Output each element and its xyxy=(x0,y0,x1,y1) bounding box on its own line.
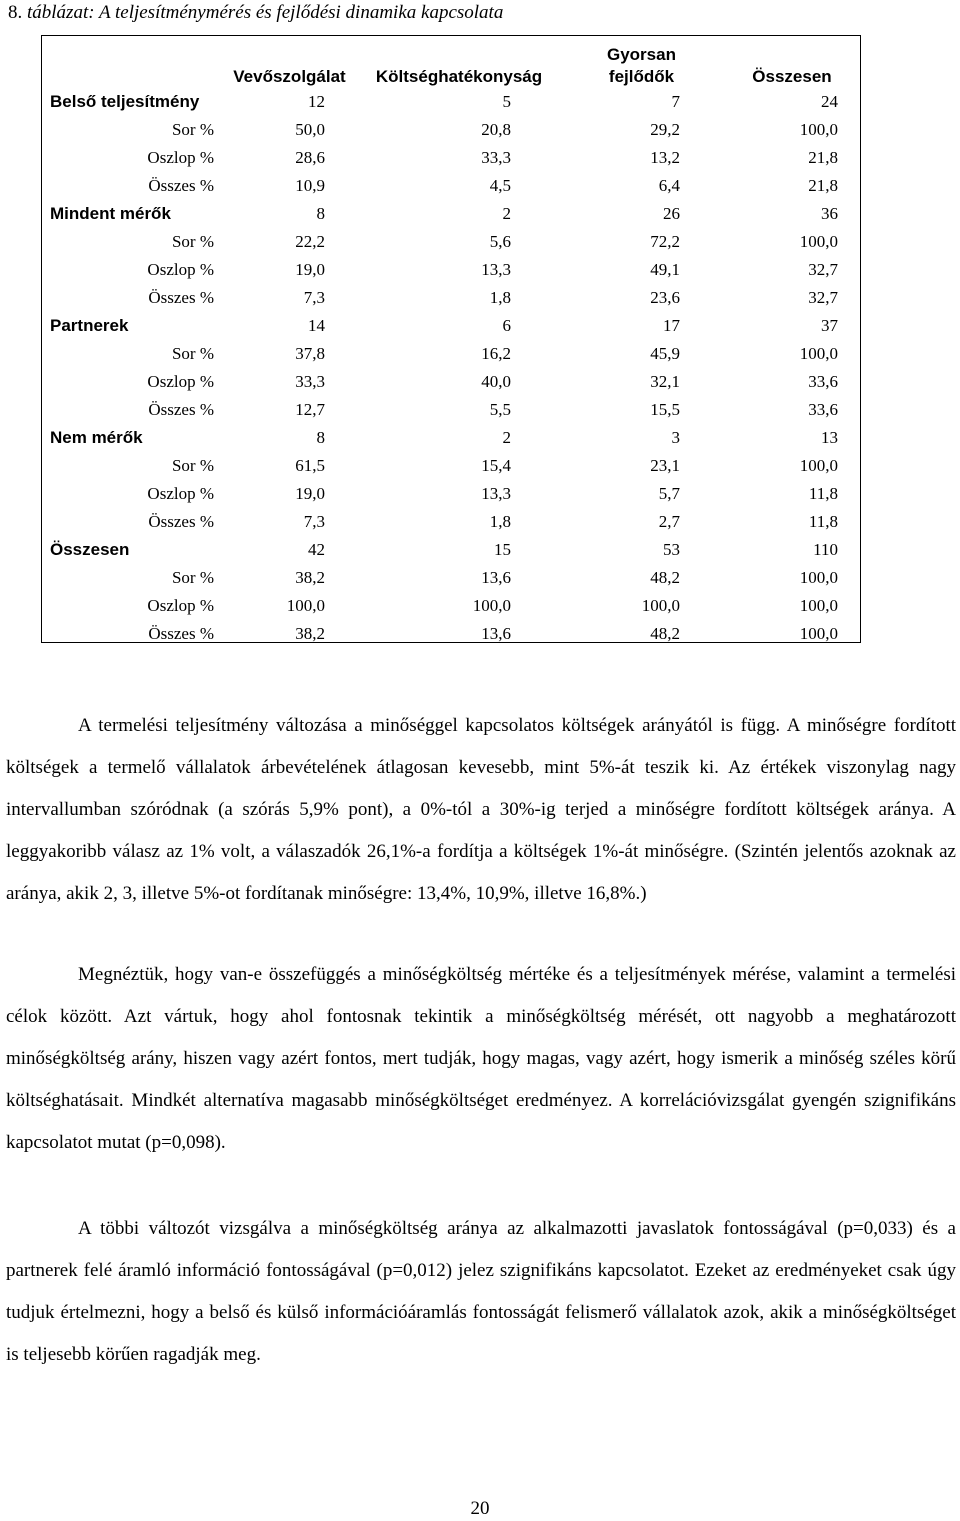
table-cell: 20,8 xyxy=(481,120,511,139)
table-cell: 33,6 xyxy=(808,400,838,419)
table-body xyxy=(42,88,860,648)
paragraph xyxy=(6,1208,956,1376)
table-group-row xyxy=(42,536,860,564)
table-cell: 1,8 xyxy=(489,512,511,531)
table-cell: 100,0 xyxy=(641,596,680,615)
column-header-line: Gyorsan xyxy=(607,45,676,64)
table-cell: 6,4 xyxy=(658,176,680,195)
table-cell: 100,0 xyxy=(799,568,838,587)
table-cell: 21,8 xyxy=(808,176,838,195)
table-cell: 1,8 xyxy=(489,288,511,307)
table-row xyxy=(42,284,860,312)
row-label: Oszlop % xyxy=(147,260,214,279)
row-label: Oszlop % xyxy=(147,372,214,391)
table-group-row xyxy=(42,424,860,452)
corner-cell xyxy=(42,36,220,88)
group-label: Belső teljesítmény xyxy=(50,92,200,111)
table-row xyxy=(42,508,860,536)
table-cell: 6 xyxy=(502,316,511,335)
page-number: 20 xyxy=(470,1498,490,1519)
table-cell: 19,0 xyxy=(295,484,325,503)
table-cell: 45,9 xyxy=(650,344,680,363)
table-row xyxy=(42,228,860,256)
table-cell: 8 xyxy=(316,428,325,447)
table-cell: 48,2 xyxy=(650,624,680,643)
table-row xyxy=(42,592,860,620)
paragraph-text: A termelési teljesítmény változása a minőséggel kapcsolatos költségek arányától is függ. A minőségre fordított költségek a termelő vállalatok árbevételének átlagosan kevesebb, mint 5%-át teszik ki. Az értékek viszonylag nagy intervallumban szóródnak (a szórás 5,9% pont), a 0%-tól a 30%-ig terjed a minőségre fordított költségek aránya. A leggyakoribb válasz az 1% volt, a válaszadók 26,1%-a fordítja a költségek 1%-át minőségre. (Szintén jelentős azoknak az aránya, akik 2, 3, illetve 5%-ot fordítanak minőségre: 13,4%, 10,9%, illetve 16,8%.) xyxy=(6,715,956,904)
table-cell: 100,0 xyxy=(799,624,838,643)
paragraph xyxy=(6,954,956,1164)
table-cell: 16,2 xyxy=(481,344,511,363)
table-cell: 38,2 xyxy=(295,568,325,587)
table-cell: 19,0 xyxy=(295,260,325,279)
table-cell: 7,3 xyxy=(303,512,325,531)
table-row xyxy=(42,172,860,200)
table-group-row xyxy=(42,200,860,228)
table-cell: 22,2 xyxy=(295,232,325,251)
table-cell: 2 xyxy=(502,204,511,223)
row-label: Összes % xyxy=(148,288,214,307)
row-label: Oszlop % xyxy=(147,148,214,167)
table-cell: 7 xyxy=(671,92,680,111)
table-cell: 17 xyxy=(663,316,680,335)
table-cell: 50,0 xyxy=(295,120,325,139)
table-cell: 100,0 xyxy=(799,120,838,139)
column-header-line: fejlődők xyxy=(608,67,675,86)
table-cell: 13,3 xyxy=(481,260,511,279)
table-cell: 100,0 xyxy=(799,596,838,615)
table-cell: 100,0 xyxy=(472,596,511,615)
row-label: Összes % xyxy=(148,624,214,643)
column-header xyxy=(559,36,724,88)
table-row xyxy=(42,368,860,396)
table-cell: 23,1 xyxy=(650,456,680,475)
table-caption xyxy=(8,0,503,26)
table-cell: 42 xyxy=(308,540,325,559)
table-cell: 13,2 xyxy=(650,148,680,167)
row-label: Összes % xyxy=(148,176,214,195)
group-label: Mindent mérők xyxy=(50,204,171,223)
table-cell: 23,6 xyxy=(650,288,680,307)
column-header: Költséghatékonyság xyxy=(375,67,543,86)
table-cell: 11,8 xyxy=(808,512,838,531)
table-cell: 5,6 xyxy=(489,232,511,251)
table-cell: 32,7 xyxy=(808,288,838,307)
table-row xyxy=(42,340,860,368)
table-cell: 33,6 xyxy=(808,372,838,391)
table-cell: 40,0 xyxy=(481,372,511,391)
table-cell: 10,9 xyxy=(295,176,325,195)
group-label: Összesen xyxy=(50,540,130,559)
table-row xyxy=(42,396,860,424)
table-cell: 12 xyxy=(308,92,325,111)
table-cell: 26 xyxy=(663,204,680,223)
table-group-row xyxy=(42,88,860,116)
table-cell: 100,0 xyxy=(799,344,838,363)
table-cell: 53 xyxy=(663,540,680,559)
group-label: Partnerek xyxy=(50,316,129,335)
table-row xyxy=(42,452,860,480)
table-cell: 48,2 xyxy=(650,568,680,587)
table-cell: 2 xyxy=(502,428,511,447)
table-cell: 5 xyxy=(502,92,511,111)
row-label: Összes % xyxy=(148,512,214,531)
group-label: Nem mérők xyxy=(50,428,143,447)
table-row xyxy=(42,480,860,508)
caption-title: táblázat: A teljesítménymérés és fejlődési dinamika kapcsolata xyxy=(27,2,504,23)
table-cell: 32,7 xyxy=(808,260,838,279)
table-cell: 32,1 xyxy=(650,372,680,391)
table-cell: 3 xyxy=(671,428,680,447)
table-row xyxy=(42,144,860,172)
table-cell: 14 xyxy=(308,316,325,335)
paragraph-text: Megnéztük, hogy van-e összefüggés a minőségköltség mértéke és a teljesítmények mérése, valamint a termelési célok között. Azt vártuk, hogy ahol fontosnak tekintik a minőségköltség mérését, ott nagyobb a meghatározott minőségköltség arány, hiszen vagy azért fontos, mert tudják, hogy magas, vagy azért, hogy ismerik a minőség széles körű költséghatásait. Mindkét alternatíva magasabb minőségköltséget eredményez. A korrelációvizsgálat gyengén szignifikáns kapcsolatot mutat (p=0,098). xyxy=(6,964,956,1153)
table-cell: 5,7 xyxy=(658,484,680,503)
paragraph-text: A többi változót vizsgálva a minőségköltség aránya az alkalmazotti javaslatok fontosságával (p=0,033) és a partnerek felé áramló információ fontosságával (p=0,012) jelez szignifikáns kapcsolatot. Ezeket az eredményeket csak úgy tudjuk értelmezni, hogy a belső és külső információáramlás fontosságát felismerő vállalatok azok, akik a minőségköltséget is teljesebb körűen ragadják meg. xyxy=(6,1218,956,1365)
table-cell: 12,7 xyxy=(295,400,325,419)
table-cell: 100,0 xyxy=(799,456,838,475)
row-label: Összes % xyxy=(148,400,214,419)
table-cell: 37 xyxy=(821,316,838,335)
table-cell: 24 xyxy=(821,92,838,111)
row-label: Sor % xyxy=(171,568,214,587)
table-cell: 49,1 xyxy=(650,260,680,279)
row-label: Sor % xyxy=(171,344,214,363)
table-group-row xyxy=(42,312,860,340)
row-label: Oszlop % xyxy=(147,596,214,615)
table-cell: 15,4 xyxy=(481,456,511,475)
table-row xyxy=(42,116,860,144)
table-cell: 21,8 xyxy=(808,148,838,167)
table-cell: 72,2 xyxy=(650,232,680,251)
table-cell: 4,5 xyxy=(489,176,511,195)
table-cell: 28,6 xyxy=(295,148,325,167)
table-cell: 2,7 xyxy=(658,512,680,531)
table-cell: 33,3 xyxy=(481,148,511,167)
table-cell: 15 xyxy=(494,540,511,559)
row-label: Sor % xyxy=(171,232,214,251)
table-row xyxy=(42,256,860,284)
table-cell: 61,5 xyxy=(295,456,325,475)
table-cell: 29,2 xyxy=(650,120,680,139)
table-row xyxy=(42,620,860,648)
table-cell: 33,3 xyxy=(295,372,325,391)
table-cell: 7,3 xyxy=(303,288,325,307)
data-table xyxy=(41,35,861,643)
table-cell: 100,0 xyxy=(799,232,838,251)
table-cell: 36 xyxy=(821,204,838,223)
table-row xyxy=(42,564,860,592)
row-label: Sor % xyxy=(171,120,214,139)
table-cell: 38,2 xyxy=(295,624,325,643)
table-cell: 110 xyxy=(813,540,838,559)
caption-number: 8. xyxy=(8,2,23,23)
table-header-row xyxy=(42,36,860,88)
table-cell: 37,8 xyxy=(295,344,325,363)
paragraph xyxy=(6,705,956,915)
column-header: Vevőszolgálat xyxy=(233,67,346,86)
column-header: Összesen xyxy=(752,67,832,86)
table-cell: 100,0 xyxy=(286,596,325,615)
table-cell: 13,6 xyxy=(481,568,511,587)
table-cell: 5,5 xyxy=(489,400,511,419)
table-cell: 15,5 xyxy=(650,400,680,419)
table-cell: 13 xyxy=(821,428,838,447)
table-cell: 13,3 xyxy=(481,484,511,503)
table-cell: 8 xyxy=(316,204,325,223)
row-label: Oszlop % xyxy=(147,484,214,503)
table-cell: 13,6 xyxy=(481,624,511,643)
table-cell: 11,8 xyxy=(808,484,838,503)
row-label: Sor % xyxy=(171,456,214,475)
